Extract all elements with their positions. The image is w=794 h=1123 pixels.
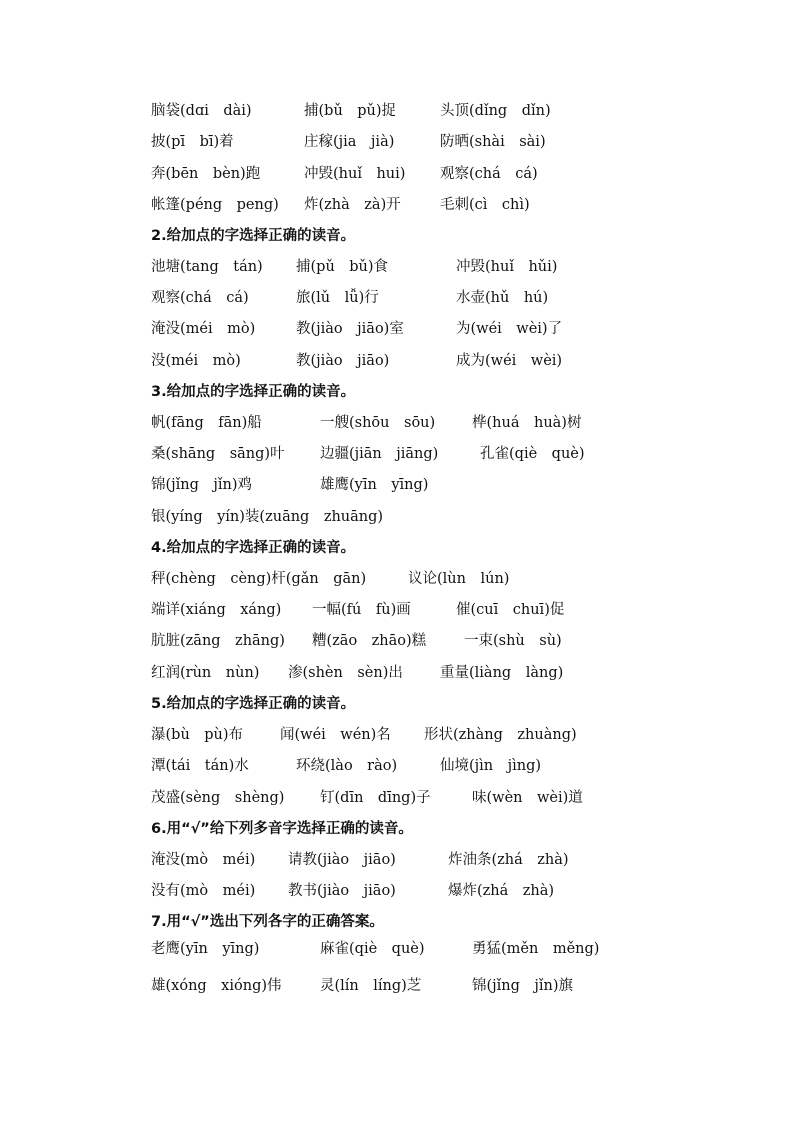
section-heading: 5.给加点的字选择正确的读音。 bbox=[151, 696, 356, 712]
word-item: 瀑(bù pù)布 bbox=[151, 727, 244, 743]
word-item: 奔(bēn bèn)跑 bbox=[151, 166, 261, 182]
word-item: 教(jiào jiāo)室 bbox=[296, 321, 404, 337]
line bbox=[151, 441, 771, 467]
word-item: 锦(jǐng jǐn)鸡 bbox=[151, 477, 253, 493]
line bbox=[151, 410, 771, 436]
line bbox=[151, 504, 771, 530]
word-item: 银(yíng yín)装(zuāng zhuāng) bbox=[151, 509, 384, 525]
word-item: 环绕(lào rào) bbox=[296, 758, 398, 774]
line bbox=[151, 192, 771, 218]
word-item: 仙境(jìn jìng) bbox=[440, 758, 542, 774]
line bbox=[151, 847, 771, 873]
word-item: 帐篷(péng peng) bbox=[151, 197, 279, 213]
line bbox=[151, 98, 771, 124]
word-item: 毛刺(cì chì) bbox=[440, 197, 530, 213]
word-item: 为(wéi wèi)了 bbox=[456, 321, 563, 337]
word-item: 议论(lùn lún) bbox=[408, 571, 510, 587]
word-item: 桑(shāng sāng)叶 bbox=[151, 446, 285, 462]
line bbox=[151, 348, 771, 374]
word-item: 桦(huá huà)树 bbox=[472, 415, 582, 431]
word-item: 雄鹰(yīn yīng) bbox=[320, 477, 429, 493]
line bbox=[151, 316, 771, 342]
word-item: 红润(rùn nùn) bbox=[151, 665, 260, 681]
word-item: 头顶(dǐng dǐn) bbox=[440, 103, 551, 119]
word-item: 成为(wéi wèi) bbox=[456, 353, 563, 369]
word-item: 冲毁(huǐ hǔi) bbox=[456, 259, 558, 275]
word-item: 糟(zāo zhāo)糕 bbox=[312, 633, 427, 649]
word-item: 请教(jiào jiāo) bbox=[288, 852, 396, 868]
line bbox=[151, 161, 771, 187]
word-item: 一幅(fú fù)画 bbox=[312, 602, 411, 618]
word-item: 淹没(mò méi) bbox=[151, 852, 256, 868]
word-item: 没有(mò méi) bbox=[151, 883, 256, 899]
word-item: 炸油条(zhá zhà) bbox=[448, 852, 569, 868]
word-item: 秤(chèng cèng)杆(gǎn gān) bbox=[151, 571, 367, 587]
word-item: 爆炸(zhá zhà) bbox=[448, 883, 555, 899]
word-item: 披(pī bī)着 bbox=[151, 134, 234, 150]
word-item: 冲毁(huǐ hui) bbox=[304, 166, 406, 182]
word-item: 茂盛(sèng shèng) bbox=[151, 790, 285, 806]
word-item: 形状(zhàng zhuàng) bbox=[424, 727, 577, 743]
word-item: 教书(jiào jiāo) bbox=[288, 883, 396, 899]
word-item: 麻雀(qiè què) bbox=[320, 941, 425, 957]
word-item: 渗(shèn sèn)出 bbox=[288, 665, 403, 681]
line bbox=[151, 973, 771, 999]
word-item: 孔雀(qiè què) bbox=[480, 446, 585, 462]
word-item: 旅(lǔ lǚ)行 bbox=[296, 290, 379, 306]
word-item: 观察(chá cá) bbox=[151, 290, 249, 306]
word-item: 重量(liàng làng) bbox=[440, 665, 564, 681]
section-heading: 4.给加点的字选择正确的读音。 bbox=[151, 540, 356, 556]
word-item: 脑袋(dɑi dài) bbox=[151, 103, 252, 119]
word-item: 水壶(hǔ hú) bbox=[456, 290, 549, 306]
section-heading: 7.用“√”选出下列各字的正确答案。 bbox=[151, 914, 384, 930]
word-item: 观察(chá cá) bbox=[440, 166, 538, 182]
word-item: 灵(lín líng)芝 bbox=[320, 978, 422, 994]
word-item: 雄(xóng xióng)伟 bbox=[151, 978, 282, 994]
line bbox=[151, 753, 771, 779]
line bbox=[151, 660, 771, 686]
word-item: 捕(pǔ bǔ)食 bbox=[296, 259, 389, 275]
word-item: 捕(bǔ pǔ)捉 bbox=[304, 103, 397, 119]
word-item: 潭(tái tán)水 bbox=[151, 758, 249, 774]
word-item: 边疆(jiān jiāng) bbox=[320, 446, 439, 462]
line bbox=[151, 472, 771, 498]
line bbox=[151, 785, 771, 811]
word-item: 庄稼(jia jià) bbox=[304, 134, 395, 150]
line bbox=[151, 285, 771, 311]
section-heading: 6.用“√”给下列多音字选择正确的读音。 bbox=[151, 821, 413, 837]
word-item: 一艘(shōu sōu) bbox=[320, 415, 436, 431]
line bbox=[151, 129, 771, 155]
word-item: 一束(shù sù) bbox=[464, 633, 562, 649]
word-item: 催(cuī chuī)促 bbox=[456, 602, 565, 618]
word-item: 炸(zhà zà)开 bbox=[304, 197, 401, 213]
line bbox=[151, 254, 771, 280]
word-item: 教(jiào jiāo) bbox=[296, 353, 390, 369]
word-item: 钉(dīn dīng)子 bbox=[320, 790, 431, 806]
word-item: 闻(wéi wén)名 bbox=[280, 727, 391, 743]
line bbox=[151, 566, 771, 592]
line bbox=[151, 936, 771, 962]
line bbox=[151, 597, 771, 623]
line bbox=[151, 878, 771, 904]
section-heading: 2.给加点的字选择正确的读音。 bbox=[151, 228, 356, 244]
word-item: 端详(xiáng xáng) bbox=[151, 602, 282, 618]
word-item: 勇猛(měn měng) bbox=[472, 941, 600, 957]
word-item: 味(wèn wèi)道 bbox=[472, 790, 583, 806]
word-item: 老鹰(yīn yīng) bbox=[151, 941, 260, 957]
section-heading: 3.给加点的字选择正确的读音。 bbox=[151, 384, 356, 400]
word-item: 没(méi mò) bbox=[151, 353, 241, 369]
word-item: 帆(fāng fān)船 bbox=[151, 415, 262, 431]
word-item: 防晒(shài sài) bbox=[440, 134, 546, 150]
word-item: 淹没(méi mò) bbox=[151, 321, 256, 337]
line bbox=[151, 628, 771, 654]
word-item: 肮脏(zāng zhāng) bbox=[151, 633, 285, 649]
word-item: 锦(jǐng jǐn)旗 bbox=[472, 978, 574, 994]
line bbox=[151, 722, 771, 748]
word-item: 池塘(tang tán) bbox=[151, 259, 263, 275]
